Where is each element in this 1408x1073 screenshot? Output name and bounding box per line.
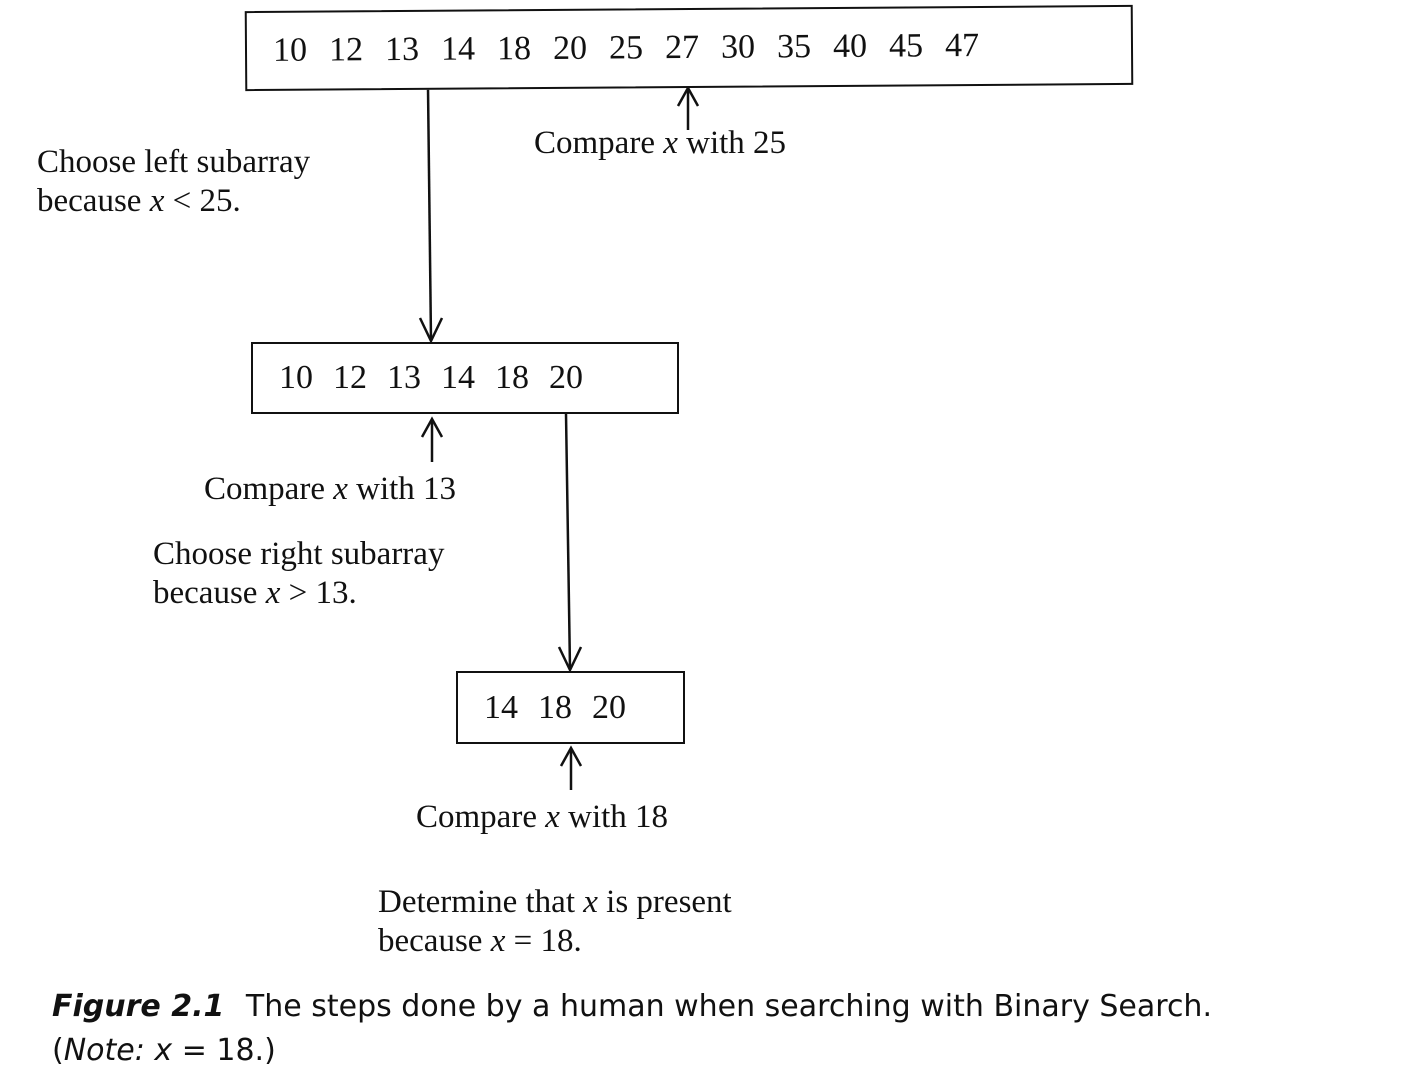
decision-prefix: because [37, 183, 142, 219]
variable-x: x [583, 884, 598, 920]
left-subarray-box [251, 342, 679, 414]
arrow-to-left-subarray [428, 88, 431, 340]
array-cell: 18 [496, 30, 532, 68]
note-open-paren: ( [52, 1033, 64, 1068]
array-cell: 30 [720, 28, 756, 66]
array-cell: 20 [552, 29, 588, 67]
array-cell: 14 [440, 30, 476, 68]
compare-step-2 [204, 470, 456, 509]
array-cell: 10 [272, 31, 308, 69]
decision-line-2 [37, 182, 310, 221]
caption-text: The steps done by a human when searching with Binary Search. [245, 989, 1212, 1024]
arrow-to-right-subarray [566, 414, 570, 669]
right-subarray-box [456, 671, 685, 744]
decision-step-1 [37, 143, 310, 221]
array-cell: 18 [538, 688, 572, 726]
array-cell: 25 [608, 29, 644, 67]
array-cell: 10 [279, 359, 313, 396]
conclusion-prefix: Determine that [378, 884, 576, 920]
figure-label: Figure 2.1 [52, 989, 225, 1024]
compare-step-3 [416, 798, 668, 837]
compare-prefix: Compare [416, 799, 537, 835]
array-cell: 35 [776, 28, 812, 66]
conclusion-line-1 [378, 883, 732, 922]
decision-line-1: Choose left subarray [37, 144, 311, 180]
conclusion-line-2 [378, 922, 732, 961]
array-cell: 13 [384, 30, 420, 69]
decision-line-1: Choose right subarray [153, 536, 445, 572]
array-cell: 12 [333, 359, 367, 396]
decision-step-2 [153, 535, 444, 613]
note-word: Note: [63, 1033, 145, 1068]
caption-line-1 [52, 985, 1212, 1029]
conclusion-suffix: is present [606, 884, 732, 920]
full-array-box [245, 5, 1134, 91]
caption-line-2 [52, 1029, 1212, 1073]
array-cell: 12 [328, 31, 364, 69]
decision-suffix: > 13. [288, 575, 357, 611]
array-cell: 20 [549, 359, 583, 396]
decision-suffix: < 25. [172, 183, 241, 219]
figure-caption [52, 985, 1212, 1073]
conclusion-step [378, 883, 732, 961]
compare-step-1 [534, 124, 786, 163]
variable-x: x [545, 799, 560, 835]
variable-x: x [333, 471, 348, 507]
compare-suffix: with 18 [568, 799, 669, 835]
array-cell: 18 [495, 359, 529, 396]
decision-prefix: because [153, 575, 258, 611]
decision-line-2 [153, 574, 444, 613]
array-cell: 13 [387, 359, 421, 396]
array-cell: 20 [592, 688, 626, 726]
note-rest: = 18.) [181, 1033, 276, 1068]
compare-suffix: with 13 [356, 471, 457, 507]
variable-x: x [154, 1033, 173, 1068]
variable-x: x [265, 575, 281, 611]
variable-x: x [490, 923, 506, 959]
variable-x: x [663, 125, 678, 161]
compare-prefix: Compare [534, 125, 655, 161]
variable-x: x [149, 183, 165, 219]
array-cell: 27 [664, 28, 700, 67]
array-cell: 45 [888, 27, 924, 65]
conclusion-equals: = 18. [513, 923, 582, 959]
conclusion-because: because [378, 923, 483, 959]
array-cell: 14 [484, 688, 518, 726]
compare-suffix: with 25 [686, 125, 787, 161]
array-cell: 47 [944, 26, 980, 65]
array-cell: 14 [441, 359, 475, 396]
compare-prefix: Compare [204, 471, 325, 507]
array-cell: 40 [832, 27, 868, 65]
